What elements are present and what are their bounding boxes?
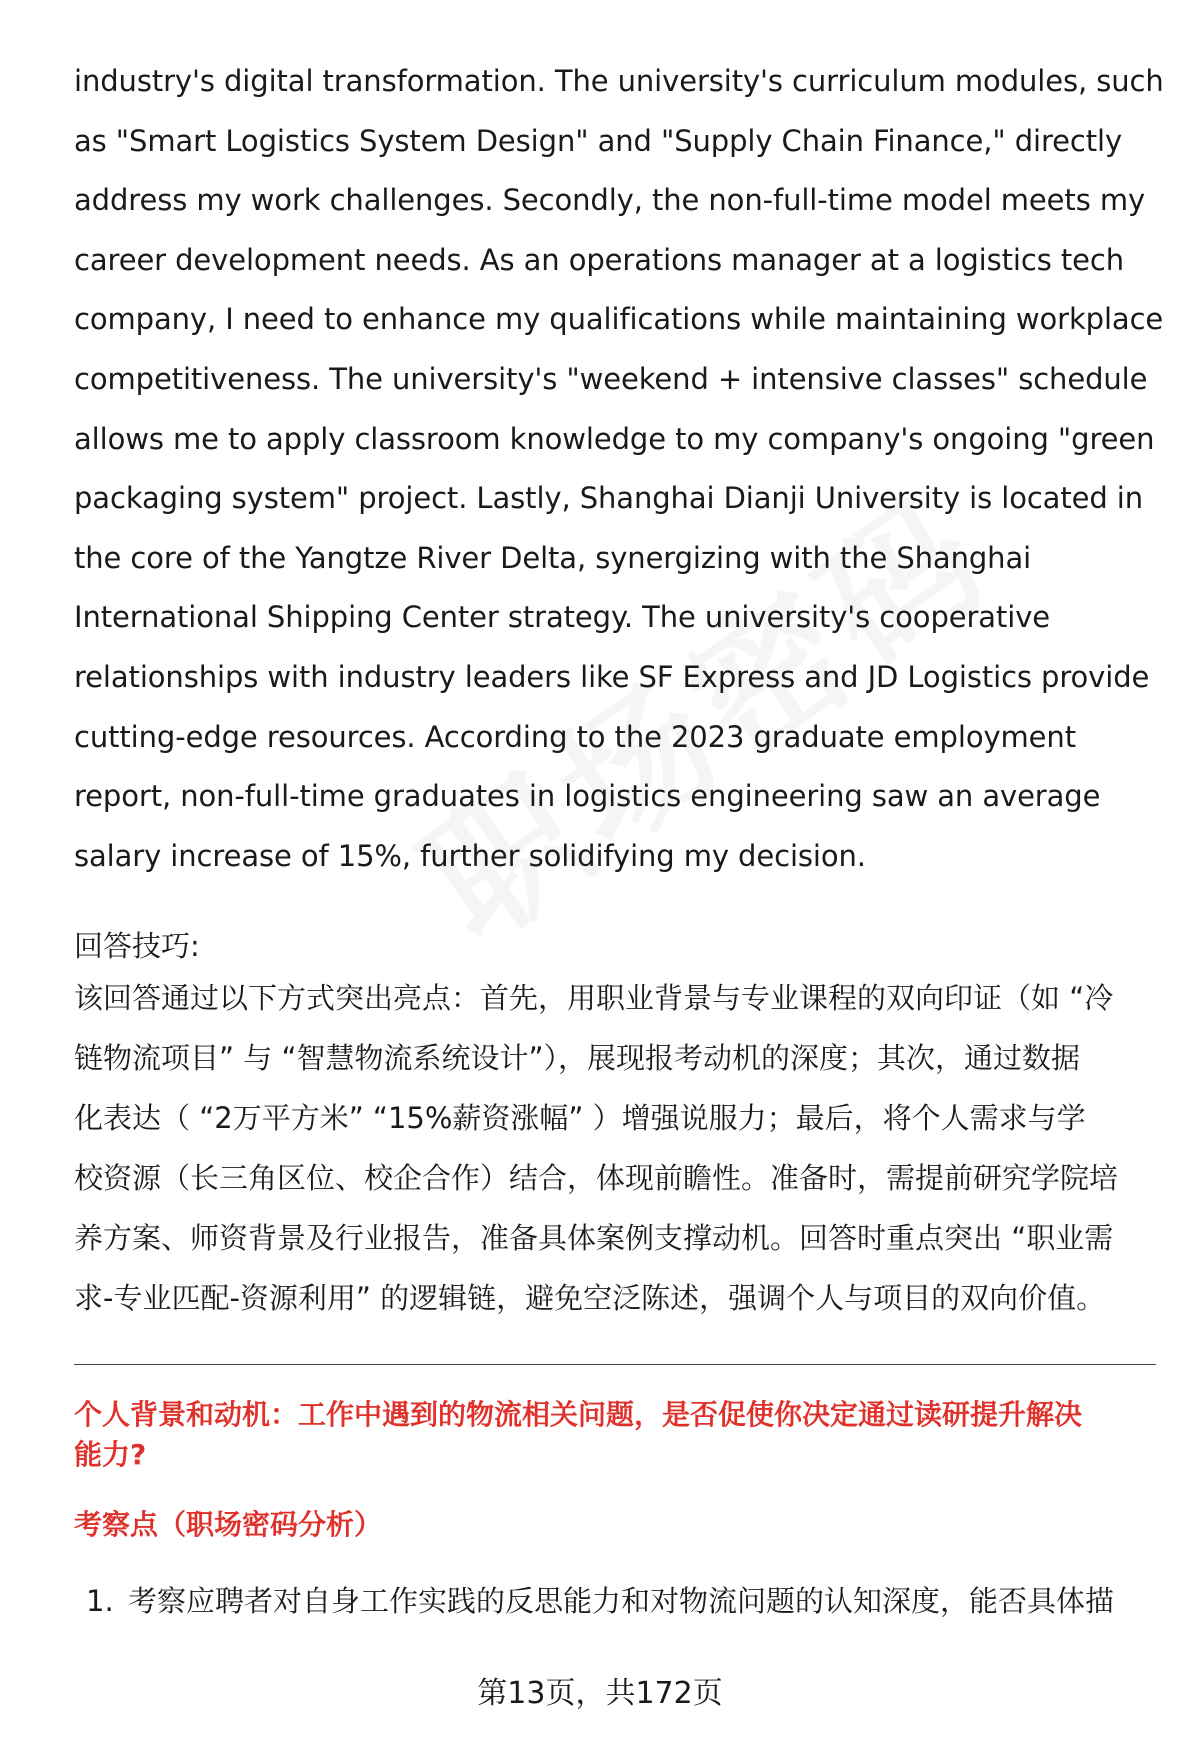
answer-line: competitiveness. The university's "weekend + intensive classes" schedule — [74, 361, 1148, 396]
answer-line: company, I need to enhance my qualifications while maintaining workplace — [74, 302, 1164, 337]
answer-line: as "Smart Logistics System Design" and "Supply Chain Finance," directly — [74, 123, 1123, 158]
section-divider — [74, 1364, 1156, 1365]
tips-heading: 回答技巧: — [74, 929, 200, 964]
answer-line: report, non-full-time graduates in logistics engineering saw an average — [74, 779, 1101, 814]
answer-line: packaging system" project. Lastly, Shanghai Dianji University is located in — [74, 481, 1144, 516]
answer-line: cutting-edge resources. According to the 2023 graduate employment — [74, 719, 1076, 754]
tips-line: 求-专业匹配-资源利用” 的逻辑链，避免空泛陈述，强调个人与项目的双向价值。 — [74, 1281, 1106, 1316]
tips-line: 校资源（长三角区位、校企合作）结合，体现前瞻性。准备时，需提前研究学院培 — [74, 1161, 1119, 1196]
list-item — [86, 1579, 1154, 1623]
answer-line: address my work challenges. Secondly, the non-full-time model meets my — [74, 183, 1146, 218]
list-item-text: 考察应聘者对自身工作实践的反思能力和对物流问题的认知深度，能否具体描 — [128, 1584, 1115, 1619]
question-line: 能力? — [74, 1438, 147, 1472]
answer-line: relationships with industry leaders like SF Express and JD Logistics provide — [74, 659, 1150, 694]
answer-line: the core of the Yangtze River Delta, synergizing with the Shanghai — [74, 540, 1032, 575]
question-heading — [74, 1395, 1154, 1475]
tips-line: 化表达（ “2万平方米” “15%薪资涨幅” ）增强说服力；最后，将个人需求与学 — [74, 1101, 1086, 1136]
page-number: 第13页，共172页 — [477, 1676, 723, 1711]
tips-line: 该回答通过以下方式突出亮点：首先，用职业背景与专业课程的双向印证（如 “冷 — [74, 981, 1114, 1016]
assessment-points-heading: 考察点（职场密码分析） — [74, 1508, 383, 1542]
tips-line: 链物流项目” 与 “智慧物流系统设计”），展现报考动机的深度；其次，通过数据 — [74, 1041, 1081, 1076]
answer-line: International Shipping Center strategy. The university's cooperative — [74, 600, 1051, 635]
tips-line: 养方案、师资背景及行业报告，准备具体案例支撑动机。回答时重点突出 “职业需 — [74, 1221, 1114, 1256]
answer-line: career development needs. As an operations manager at a logistics tech — [74, 242, 1124, 277]
question-line: 个人背景和动机：工作中遇到的物流相关问题，是否促使你决定通过读研提升解决 — [74, 1398, 1083, 1432]
document-page — [74, 52, 1164, 1623]
answer-line: salary increase of 15%, further solidifying my decision. — [74, 838, 866, 873]
list-item-number: 1. — [86, 1584, 114, 1619]
answer-line: industry's digital transformation. The university's curriculum modules, such — [74, 64, 1164, 98]
answer-paragraph — [74, 52, 1164, 886]
tips-paragraph — [74, 968, 1154, 1328]
answer-line: allows me to apply classroom knowledge to my company's ongoing "green — [74, 421, 1155, 456]
